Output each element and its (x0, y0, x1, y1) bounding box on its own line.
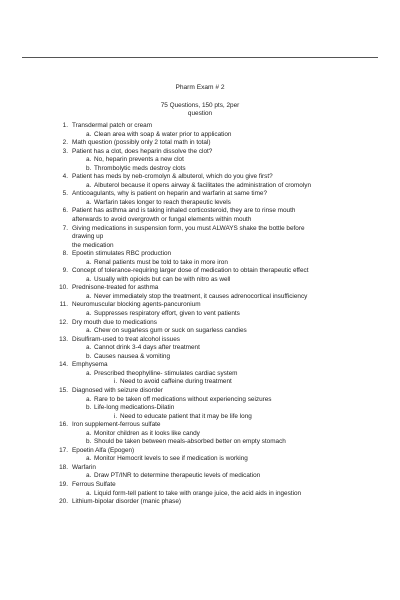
list-marker: 10. (59, 284, 68, 292)
list-marker: a. (86, 198, 92, 206)
list-item-text: Dry mouth due to medications (72, 318, 157, 326)
list-subitem (0, 455, 400, 464)
list-item (0, 207, 400, 216)
header-rule (22, 57, 378, 58)
list-marker: 12. (59, 318, 68, 326)
document-subtitle-line-1: 75 Questions, 150 pts, 2per (160, 102, 240, 109)
list-item-text: Concept of tolerance-requiring larger dose of medication to obtain therapeutic effect (72, 267, 309, 275)
list-item (0, 267, 400, 276)
list-marker: 16. (59, 421, 68, 429)
list-item-text: Renal patients must be told to take in more iron (94, 258, 228, 266)
list-item (0, 387, 400, 396)
list-item (0, 301, 400, 310)
list-subitem (0, 165, 400, 174)
list-marker: a. (86, 455, 92, 463)
list-item-text: afterwards to avoid overgrowth or fungal elements within mouth (72, 216, 252, 224)
list-item-continuation (0, 233, 400, 242)
list-marker: 6. (62, 207, 68, 215)
list-marker: a. (86, 156, 92, 164)
list-subitem (0, 293, 400, 302)
list-marker: b. (86, 438, 92, 446)
list-marker: a. (86, 310, 92, 318)
list-item-text: Suppresses respiratory effort, given to vent patients (94, 310, 240, 318)
list-marker: 19. (59, 480, 68, 488)
list-marker: a. (86, 344, 92, 352)
list-marker: a. (86, 472, 92, 480)
list-item-text: the medication (72, 241, 114, 249)
list-item-text: Ferrous Sulfate (72, 480, 116, 488)
list-marker: 8. (62, 250, 68, 258)
list-marker: 13. (59, 335, 68, 343)
list-item-text: Monitor Hemocrit levels to see if medication is working (94, 455, 248, 463)
list-item-text: Patient has meds by neb-cromolyn & albuterol, which do you give first? (72, 173, 273, 181)
list-marker: a. (86, 275, 92, 283)
list-item-text: drawing up (72, 233, 104, 241)
list-item-text: Thrombolytic meds destroy clots (94, 164, 186, 172)
list-item (0, 319, 400, 328)
list-marker: 4. (62, 173, 68, 181)
list-subitem (0, 344, 400, 353)
list-marker: a. (86, 327, 92, 335)
list-subitem (0, 131, 400, 140)
list-marker: a. (86, 130, 92, 138)
list-item-text: Warfarin takes longer to reach therapeutic levels (94, 198, 231, 206)
document-subtitle-line-2: question (187, 110, 213, 117)
list-item-text: Draw PT/INR to determine therapeutic levels of medication (94, 472, 261, 480)
list-subitem (0, 490, 400, 499)
list-item-text: Giving medications in suspension form, you must ALWAYS shake the bottle before (72, 224, 305, 232)
list-item (0, 190, 400, 199)
list-item-text: Patient has asthma and is taking inhaled corticosteroid, they are to rinse mouth (72, 207, 296, 215)
list-item-text: Prescribed theophylline- stimulates cardiac system (94, 369, 238, 377)
list-item-text: Transdermal patch or cream (72, 122, 153, 129)
list-subitem (0, 353, 400, 362)
list-marker: a. (86, 292, 92, 300)
list-item-text: Anticoagulants, why is patient on heparin and warfarin at same time? (72, 190, 268, 198)
list-item (0, 250, 400, 259)
list-item-text: Neuromuscular blocking agents-pancuronium (72, 301, 201, 309)
list-subitem (0, 396, 400, 405)
list-marker: a. (86, 429, 92, 437)
list-item (0, 336, 400, 345)
list-marker: a. (86, 489, 92, 497)
list-item-text: Math question (possibly only 2 total math in total) (72, 139, 211, 147)
list-subitem (0, 310, 400, 319)
list-item (0, 284, 400, 293)
list-item-text: No, heparin prevents a new clot (94, 156, 184, 164)
list-marker: i. (114, 412, 118, 420)
list-item-text: Usually with opioids but can be with nitro as well (94, 275, 231, 283)
list-subitem (0, 378, 400, 387)
list-item-text: Lithium-bipolar disorder (manic phase) (72, 498, 182, 506)
list-item-text: Cannot drink 3-4 days after treatment (94, 344, 200, 352)
list-subitem (0, 472, 400, 481)
list-marker: 9. (62, 267, 68, 275)
list-item-text: Albuterol because it opens airway & facilitates the administration of cromolyn (94, 181, 312, 189)
list-subitem (0, 370, 400, 379)
list-item-continuation (0, 216, 400, 225)
list-subitem (0, 276, 400, 285)
list-item-text: Need to educate patient that it may be life long (120, 412, 252, 420)
list-marker: b. (86, 352, 92, 360)
list-item-text: Iron supplement-ferrous sulfate (72, 421, 161, 429)
list-item-text: Causes nausea & vomiting (94, 352, 171, 360)
list-item (0, 361, 400, 370)
list-item-text: Should be taken between meals-absorbed better on empty stomach (94, 438, 286, 446)
list-item-text: Warfarin (72, 463, 96, 471)
list-item-text: Prednisone-treated for asthma (72, 284, 159, 292)
list-item-text: Emphysema (72, 361, 108, 369)
list-marker: 3. (62, 147, 68, 155)
list-item-text: Clean area with soap & water prior to application (94, 130, 232, 138)
list-subitem (0, 404, 400, 413)
list-item-text: Rare to be taken off medications without experiencing seizures (94, 395, 272, 403)
list-item-continuation (0, 242, 400, 251)
list-item (0, 148, 400, 157)
list-marker: i. (114, 378, 118, 386)
list-subitem (0, 156, 400, 165)
list-marker: 20. (59, 498, 68, 506)
list-item-text: Liquid form-tell patient to take with orange juice, the acid aids in ingestion (94, 489, 302, 497)
list-item-text: Monitor children as it looks like candy (94, 429, 200, 437)
list-item (0, 421, 400, 430)
list-item-text: Disulfiram-used to treat alcohol issues (72, 335, 180, 343)
list-subitem (0, 430, 400, 439)
list-subitem (0, 182, 400, 191)
list-subitem (0, 259, 400, 268)
list-item-text: Epoetin Alfa (Epogen) (72, 446, 135, 454)
list-subitem (0, 438, 400, 447)
list-marker: b. (86, 164, 92, 172)
list-subitem (0, 327, 400, 336)
list-item (0, 447, 400, 456)
list-marker: 5. (62, 190, 68, 198)
list-item-text: Never immediately stop the treatment, it causes adrenocortical insufficiency (94, 292, 308, 300)
list-item-text: Need to avoid caffeine during treatment (120, 378, 232, 386)
list-item (0, 173, 400, 182)
list-marker: a. (86, 258, 92, 266)
list-marker: 18. (59, 463, 68, 471)
list-marker: 17. (59, 446, 68, 454)
list-item-text: Epoetin stimulates RBC production (72, 250, 172, 258)
list-marker: 14. (59, 361, 68, 369)
list-item-text: Life-long medications-Dilatin (94, 404, 175, 412)
document-title: Pharm Exam # 2 (175, 84, 225, 91)
list-marker: 7. (62, 224, 68, 232)
list-subitem (0, 413, 400, 422)
list-marker: 2. (62, 139, 68, 147)
list-item (0, 481, 400, 490)
exam-notes-list (0, 122, 400, 507)
list-subitem (0, 199, 400, 208)
list-item (0, 225, 400, 234)
list-item-text: Patient has a clot, does heparin dissolve the clot? (72, 147, 213, 155)
list-marker: a. (86, 369, 92, 377)
list-item (0, 464, 400, 473)
list-item (0, 139, 400, 148)
list-item-text: Chew on sugarless gum or suck on sugarless candies (94, 327, 247, 335)
list-marker: 15. (59, 386, 68, 394)
list-marker: b. (86, 404, 92, 412)
list-marker: a. (86, 181, 92, 189)
list-marker: a. (86, 395, 92, 403)
list-marker: 11. (59, 301, 68, 309)
list-item-text: Diagnosed with seizure disorder (72, 386, 163, 394)
list-item (0, 122, 400, 131)
list-marker: 1. (62, 122, 68, 129)
list-item (0, 498, 400, 507)
